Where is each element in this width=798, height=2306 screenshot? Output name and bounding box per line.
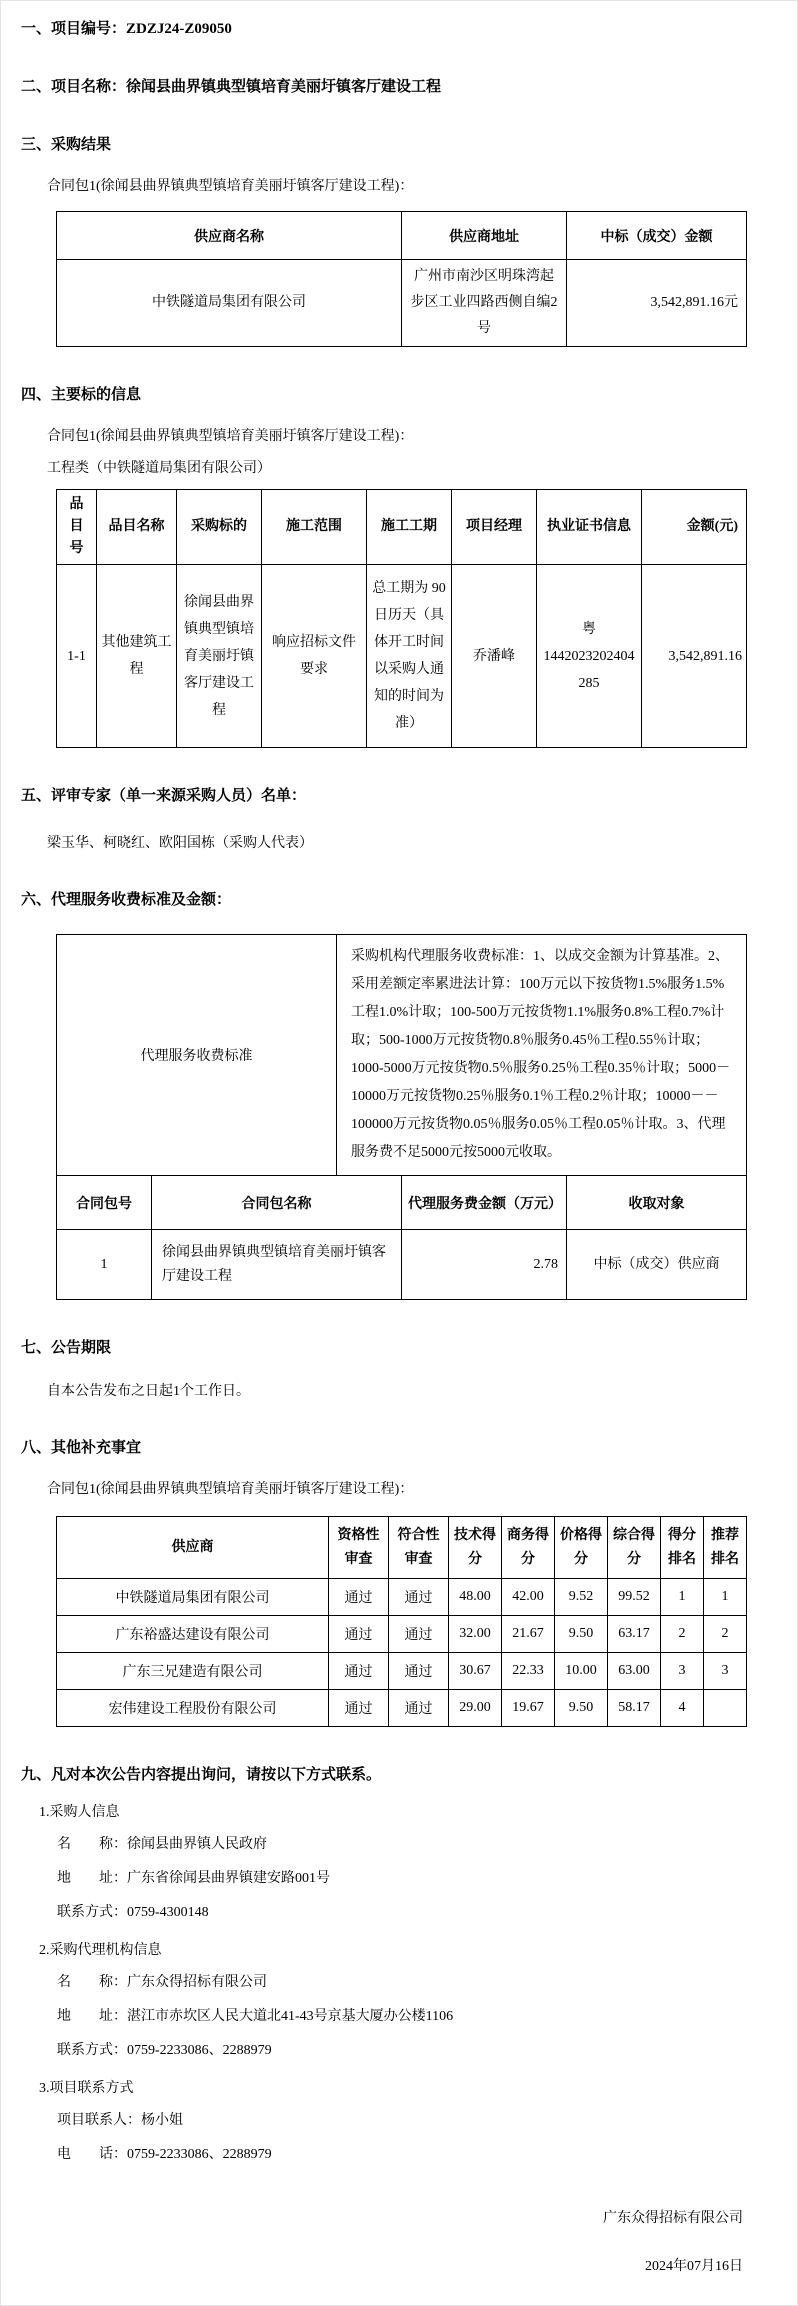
purchaser-name-line [57,1835,777,1855]
project-number-label: 一、项目编号： [21,21,127,37]
column-header-project-manager: 项目经理 [452,490,537,565]
field-value: 徐闻县曲界镇人民政府 [127,1837,267,1852]
column-header-price-score: 价格得分 [555,1517,608,1579]
score-rank-cell: 1 [661,1579,704,1616]
technical-score-cell: 32.00 [449,1616,502,1653]
column-header-item-name: 品目名称 [97,490,177,565]
column-header-procurement-target: 采购标的 [177,490,262,565]
charge-target-cell: 中标（成交）供应商 [567,1230,747,1300]
field-value: 0759-4300148 [127,1905,209,1920]
section-project-number [21,19,777,39]
technical-score-cell: 48.00 [449,1579,502,1616]
conformity-cell: 通过 [389,1579,449,1616]
item-name-cell: 其他建筑工程 [97,565,177,748]
field-label: 电 话： [57,2147,127,2162]
table-row [57,1616,747,1653]
business-score-cell: 42.00 [502,1579,555,1616]
supplier-cell: 宏伟建设工程股份有限公司 [57,1690,329,1727]
table-row [57,1230,747,1300]
award-amount-cell: 3,542,891.16元 [567,260,747,347]
project-name-value: 徐闻县曲界镇典型镇培育美丽圩镇客厅建设工程 [126,79,442,95]
subject-info-table [56,489,747,748]
package-name-cell: 徐闻县曲界镇典型镇培育美丽圩镇客厅建设工程 [152,1230,402,1300]
field-label: 名 称： [57,1837,127,1852]
experts-names: 梁玉华、柯晓红、欧阳国栋（采购人代表） [47,836,313,851]
package-no-cell: 1 [57,1230,152,1300]
technical-score-cell: 30.67 [449,1653,502,1690]
contract-package-line-3: 合同包1(徐闻县曲界镇典型镇培育美丽圩镇客厅建设工程)： [47,1482,414,1497]
fee-amount-cell: 2.78 [402,1230,567,1300]
project-contact-person-line [57,2111,777,2131]
purchaser-contact-line [57,1903,777,1923]
column-header-construction-scope: 施工范围 [262,490,367,565]
agency-fee-standard-table [56,934,747,1176]
construction-period-cell: 总工期为 90 日历天（具 体开工时间 以采购人通知的时间为准） [367,565,452,748]
section-subject-info-title: 四、主要标的信息 [21,387,142,403]
column-header-business-score: 商务得分 [502,1517,555,1579]
business-score-cell: 19.67 [502,1690,555,1727]
score-rank-cell: 2 [661,1616,704,1653]
column-header-license-info: 执业证书信息 [537,490,642,565]
column-header-technical-score: 技术得分 [449,1517,502,1579]
agency-address-line [57,2007,777,2027]
qualification-cell: 通过 [329,1616,389,1653]
column-header-supplier: 供应商 [57,1517,329,1579]
column-header-qualification-review: 资格性审查 [329,1517,389,1579]
license-info-cell: 粤 1442023202404285 [537,565,642,748]
supplier-address-cell: 广州市南沙区明珠湾起步区工业四路西侧自编2号 [402,260,567,347]
section-agency-fee-title: 六、代理服务收费标准及金额： [21,892,232,908]
qualification-cell: 通过 [329,1653,389,1690]
qualification-cell: 通过 [329,1579,389,1616]
technical-score-cell: 29.00 [449,1690,502,1727]
supplier-cell: 广东三兄建造有限公司 [57,1653,329,1690]
project-contact-heading: 3.项目联系方式 [39,2081,134,2096]
field-value: 杨小姐 [141,2113,183,2128]
column-header-package-name: 合同包名称 [152,1176,402,1230]
recommend-rank-cell: 2 [704,1616,747,1653]
price-score-cell: 10.00 [555,1653,608,1690]
field-label: 名 称： [57,1975,127,1990]
table-row [57,260,747,347]
qualification-cell: 通过 [329,1690,389,1727]
table-header-row [57,1176,747,1230]
business-score-cell: 21.67 [502,1616,555,1653]
table-row [57,565,747,748]
contact-info-block [21,1801,777,2165]
amount-cell: 3,542,891.16 [642,565,747,748]
section-contact-title: 九、凡对本次公告内容提出询问，请按以下方式联系。 [21,1767,382,1783]
price-score-cell: 9.50 [555,1616,608,1653]
business-score-cell: 22.33 [502,1653,555,1690]
section-announcement-period-title: 七、公告期限 [21,1340,112,1356]
total-score-cell: 63.00 [608,1653,661,1690]
score-rank-cell: 3 [661,1653,704,1690]
fee-standard-text-cell: 采购机构代理服务收费标准：1、以成交金额为计算基准。2、采用差额定率累进法计算：100万元以下按货物1.5%服务1.5%工程1.0%计取；100-500万元按货物1.1%服务0.8%工程0.7%计取；500-1000万元按货物0.8％服务0.45％工程0.55％计取；1000-5000万元按货物0.5％服务0.25％工程0.35％计取；5000－10000万元按货物0.25％服务0.1％工程0.2％计取；10000－－100000万元按货物0.05％服务0.05％工程0.05％计取。3、代理服务费不足5000元按5000元收取。 [337,935,747,1176]
field-value: 0759-2233086、2288979 [127,2147,272,2162]
footer-date: 2024年07月16日 [645,2259,743,2274]
field-label: 地 址： [57,2009,127,2024]
table-row [57,935,747,1176]
total-score-cell: 99.52 [608,1579,661,1616]
table-header-row [57,212,747,260]
project-manager-cell: 乔潘峰 [452,565,537,748]
supplier-name-cell: 中铁隧道局集团有限公司 [57,260,402,347]
total-score-cell: 63.17 [608,1616,661,1653]
procurement-target-cell: 徐闻县曲界镇典型镇培育美丽圩镇客厅建设工程 [177,565,262,748]
field-value: 广东众得招标有限公司 [127,1975,267,1990]
score-rank-cell: 4 [661,1690,704,1727]
agency-name-line [57,1973,777,1993]
field-label: 联系方式： [57,2043,127,2058]
column-header-score-rank: 得分排名 [661,1517,704,1579]
recommend-rank-cell: 1 [704,1579,747,1616]
conformity-cell: 通过 [389,1690,449,1727]
recommend-rank-cell [704,1690,747,1727]
construction-scope-cell: 响应招标文件要求 [262,565,367,748]
contract-package-line-1: 合同包1(徐闻县曲界镇典型镇培育美丽圩镇客厅建设工程)： [47,179,414,194]
conformity-cell: 通过 [389,1616,449,1653]
field-label: 项目联系人： [57,2113,141,2128]
table-row [57,1579,747,1616]
price-score-cell: 9.52 [555,1579,608,1616]
column-header-conformity-review: 符合性审查 [389,1517,449,1579]
field-label: 地 址： [57,1871,127,1886]
section-experts-title: 五、评审专家（单一来源采购人员）名单： [21,788,307,804]
announcement-period-content: 自本公告发布之日起1个工作日。 [47,1384,250,1399]
field-value: 湛江市赤坎区人民大道北41-43号京基大厦办公楼1106 [127,2009,454,2024]
agency-fee-amount-table [56,1175,747,1300]
column-header-fee-amount: 代理服务费金额（万元） [402,1176,567,1230]
supplier-cell: 广东裕盛达建设有限公司 [57,1616,329,1653]
section-procurement-result-title: 三、采购结果 [21,137,112,153]
column-header-recommend-rank: 推荐排名 [704,1517,747,1579]
project-phone-line [57,2145,777,2165]
supplier-cell: 中铁隧道局集团有限公司 [57,1579,329,1616]
table-header-row [57,1517,747,1579]
field-value: 0759-2233086、2288979 [127,2043,272,2058]
conformity-cell: 通过 [389,1653,449,1690]
supplier-score-table [56,1516,747,1727]
footer-company-name: 广东众得招标有限公司 [603,2211,743,2226]
section-supplementary-title: 八、其他补充事宜 [21,1440,142,1456]
column-header-supplier-address: 供应商地址 [402,212,567,260]
column-header-award-amount: 中标（成交）金额 [567,212,747,260]
purchaser-info-heading: 1.采购人信息 [39,1805,120,1820]
price-score-cell: 9.50 [555,1690,608,1727]
fee-standard-label-cell: 代理服务收费标准 [57,935,337,1176]
total-score-cell: 58.17 [608,1690,661,1727]
project-number-value: ZDZJ24-Z09050 [126,21,232,37]
project-name-label: 二、项目名称： [21,79,127,95]
table-header-row [57,490,747,565]
purchaser-address-line [57,1869,777,1889]
field-value: 广东省徐闻县曲界镇建安路001号 [127,1871,330,1886]
procurement-result-table [56,211,747,347]
category-line: 工程类（中铁隧道局集团有限公司） [47,461,271,476]
column-header-amount: 金额(元) [642,490,747,565]
column-header-total-score: 综合得分 [608,1517,661,1579]
table-row [57,1653,747,1690]
agency-info-heading: 2.采购代理机构信息 [39,1943,162,1958]
column-header-package-no: 合同包号 [57,1176,152,1230]
document-footer [21,2207,777,2275]
recommend-rank-cell: 3 [704,1653,747,1690]
column-header-charge-target: 收取对象 [567,1176,747,1230]
column-header-construction-period: 施工工期 [367,490,452,565]
agency-contact-line [57,2041,777,2061]
section-project-name [21,77,777,97]
table-row [57,1690,747,1727]
column-header-item-no: 品目号 [57,490,97,565]
item-no-cell: 1-1 [57,565,97,748]
contract-package-line-2: 合同包1(徐闻县曲界镇典型镇培育美丽圩镇客厅建设工程)： [47,429,414,444]
field-label: 联系方式： [57,1905,127,1920]
column-header-supplier-name: 供应商名称 [57,212,402,260]
